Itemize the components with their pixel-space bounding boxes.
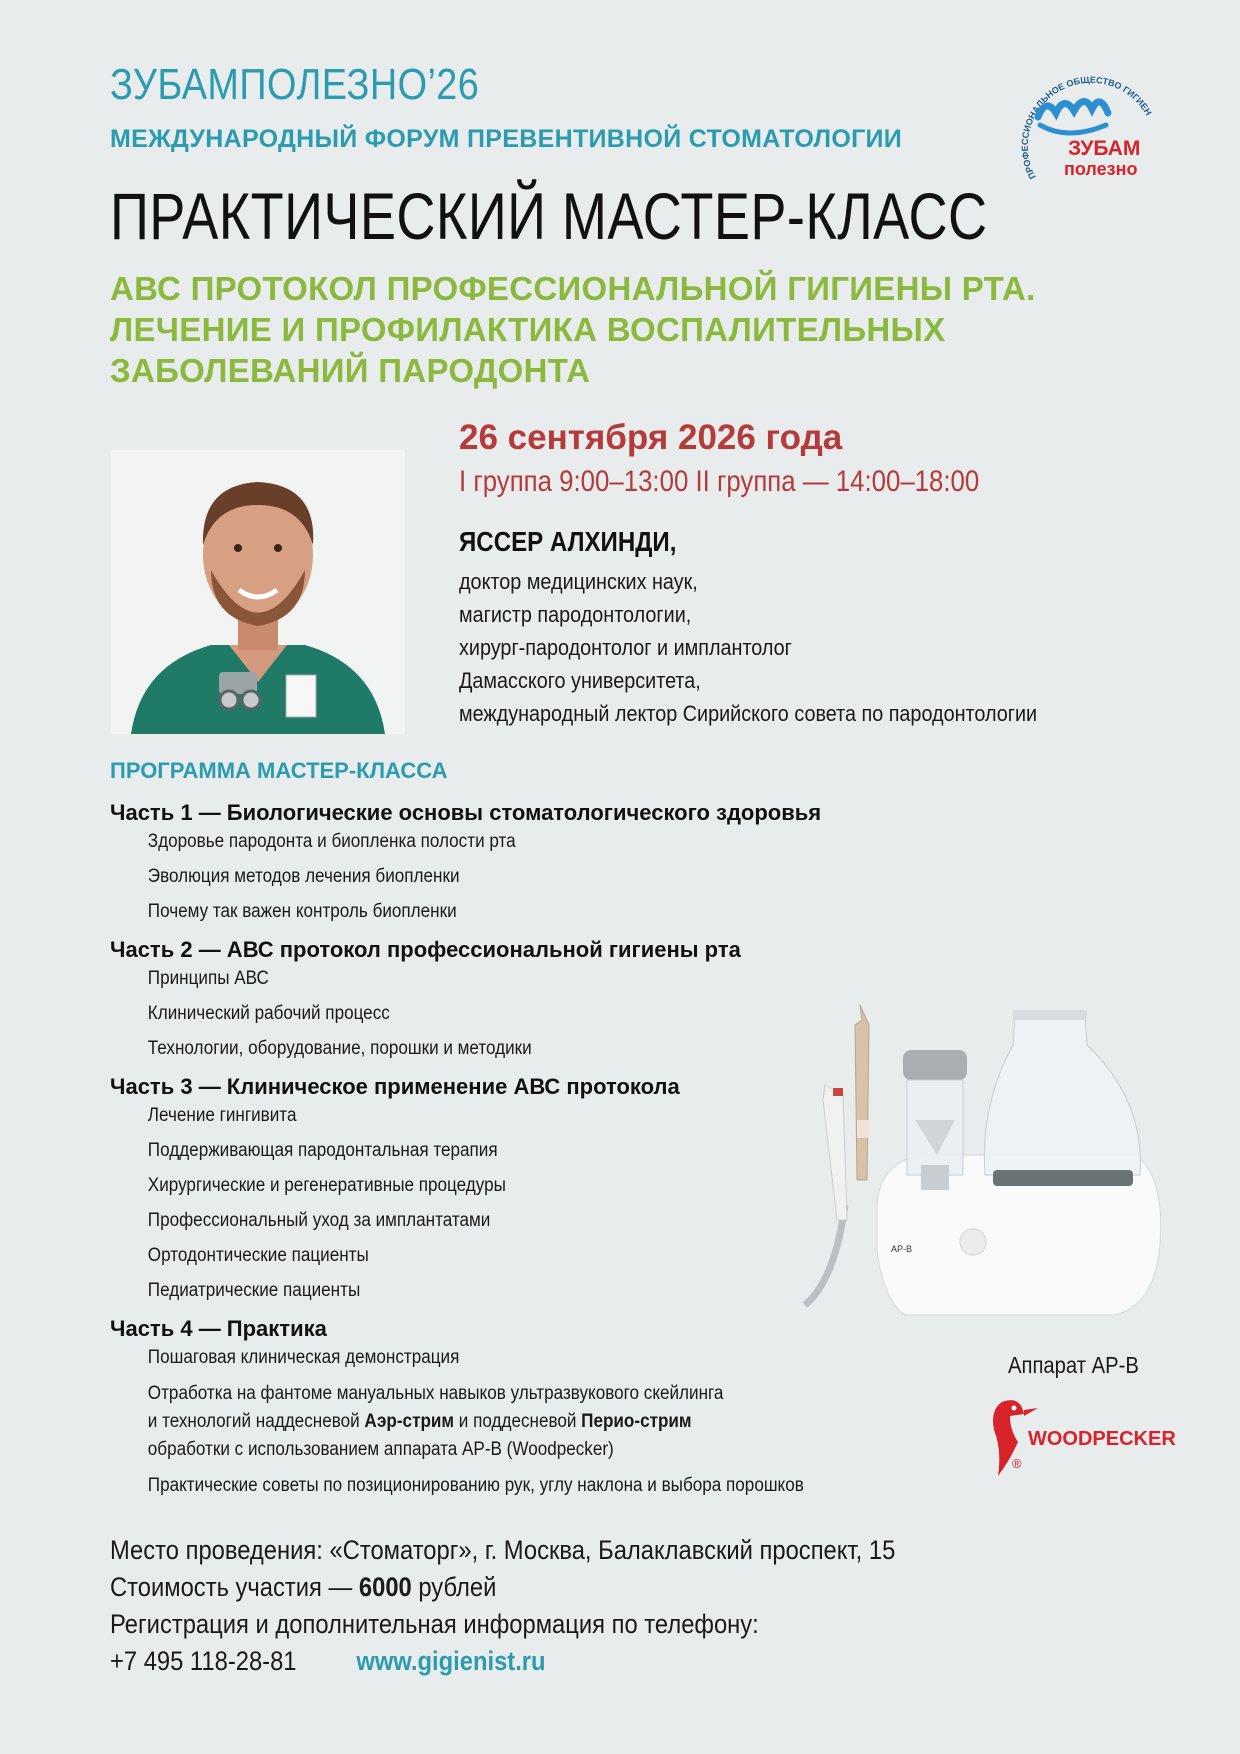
price-prefix: Стоимость участия — xyxy=(110,1572,359,1602)
program-item: Пошаговая клиническая демонстрация xyxy=(147,1347,460,1368)
teeth-cloud-icon xyxy=(1038,101,1108,133)
program-item-line: обработки с использованием аппарата АР-В (Woodpecker) xyxy=(147,1439,614,1460)
topic-line: ЛЕЧЕНИЕ И ПРОФИЛАКТИКА ВОСПАЛИТЕЛЬНЫХ xyxy=(110,311,946,348)
registration-text: Регистрация и дополнительная информация по телефону: xyxy=(110,1609,759,1639)
part-title: Часть 4 — Практика xyxy=(110,1316,327,1341)
footer-info xyxy=(110,1532,895,1680)
part-title: Часть 1 — Биологические основы стоматологического здоровья xyxy=(110,800,822,825)
air-stream-term: Аэр-стрим xyxy=(364,1411,455,1432)
device-label: AP-B xyxy=(891,1244,913,1254)
program-part xyxy=(110,1071,870,1304)
program-part xyxy=(110,797,870,925)
event-groups: I группа 9:00–13:00 II группа — 14:00–18:00 xyxy=(459,465,980,498)
price-value: 6000 xyxy=(358,1572,412,1602)
phone-number: +7 495 118-28-81 xyxy=(110,1646,297,1676)
logo-ring-text: ПРОФЕССИОНАЛЬНОЕ ОБЩЕСТВО ГИГИЕН xyxy=(1019,74,1154,181)
speaker-portrait-image xyxy=(111,450,405,734)
program-part xyxy=(110,934,870,1062)
event-date: 26 сентября 2026 года xyxy=(459,418,843,457)
program-item: Ортодонтические пациенты xyxy=(147,1245,369,1266)
contact-line xyxy=(110,1643,895,1680)
page-title: ПРАКТИЧЕСКИЙ МАСТЕР-КЛАСС xyxy=(110,179,988,253)
credential-line: международный лектор Сирийского совета по пародонтологии xyxy=(459,701,1038,726)
device-image xyxy=(785,990,1165,1350)
woodpecker-brand: WOODPECKER xyxy=(1028,1428,1176,1450)
topic-line: АВС ПРОТОКОЛ ПРОФЕССИОНАЛЬНОЙ ГИГИЕНЫ РТА. xyxy=(110,270,1036,307)
forum-name: ЗУБАМПОЛЕЗНО’26 xyxy=(110,60,480,109)
woodpecker-logo xyxy=(980,1390,1176,1485)
speaker-credentials xyxy=(459,565,1037,730)
program-item: Клинический рабочий процесс xyxy=(147,1003,390,1024)
program-item: Технологии, оборудование, порошки и методики xyxy=(147,1038,532,1059)
price-suffix: рублей xyxy=(411,1572,497,1602)
credential-line: магистр пародонтологии, xyxy=(459,602,692,627)
topic-line: ЗАБОЛЕВАНИЙ ПАРОДОНТА xyxy=(110,352,591,389)
program-item-line: Отработка на фантоме мануальных навыков ультразвукового скейлинга xyxy=(147,1383,724,1404)
part-title: Часть 3 — Клиническое применение АВС протокола xyxy=(110,1074,680,1099)
website-link[interactable]: www.gigienist.ru xyxy=(356,1646,546,1676)
program-item: Лечение гингивита xyxy=(147,1105,297,1126)
logo-line2: полезно xyxy=(1064,159,1138,179)
woodpecker-bird-icon xyxy=(980,1390,1176,1480)
speaker-name: ЯССЕР АЛХИНДИ, xyxy=(459,526,677,557)
logo-line1: ЗУБАМ xyxy=(1068,137,1141,160)
forum-subtitle: МЕЖДУНАРОДНЫЙ ФОРУМ ПРЕВЕНТИВНОЙ СТОМАТОЛОГИИ xyxy=(110,125,903,153)
program-item: Почему так важен контроль биопленки xyxy=(147,901,457,922)
program-item: Практические советы по позиционированию рук, углу наклона и выбора порошков xyxy=(147,1475,804,1496)
program-item: Педиатрические пациенты xyxy=(147,1280,361,1301)
program-item: Профессиональный уход за имплантатами xyxy=(147,1210,491,1231)
program-item: Здоровье пародонта и биопленка полости рта xyxy=(147,831,516,852)
text-fragment: и технологий наддесневой xyxy=(147,1411,365,1432)
perio-stream-term: Перио-стрим xyxy=(581,1411,692,1432)
program-list xyxy=(110,797,870,1508)
device-illustration xyxy=(785,990,1165,1350)
registered-mark: ® xyxy=(1012,1456,1022,1471)
credential-line: доктор медицинских наук, xyxy=(459,569,698,594)
credential-line: хирург-пародонтолог и имплантолог xyxy=(459,635,792,660)
program-item-line xyxy=(148,1408,794,1436)
venue-text: Место проведения: «Стоматорг», г. Москва, Балаклавский проспект, 15 xyxy=(110,1535,896,1565)
text-fragment: и поддесневой xyxy=(454,1411,582,1432)
part-title: Часть 2 — АВС протокол профессиональной гигиены рта xyxy=(110,937,741,962)
device-caption: Аппарат АР-В xyxy=(1008,1352,1139,1378)
price-line xyxy=(110,1569,895,1606)
speaker-photo xyxy=(111,450,405,734)
program-item-complex xyxy=(110,1380,794,1464)
program-item: Принципы АВС xyxy=(147,968,269,989)
program-title: ПРОГРАММА МАСТЕР-КЛАССА xyxy=(110,758,448,783)
topic-heading xyxy=(110,268,1036,391)
program-item: Поддерживающая пародонтальная терапия xyxy=(147,1140,498,1161)
credential-line: Дамасского университета, xyxy=(459,668,701,693)
program-item: Хирургические и регенеративные процедуры xyxy=(147,1175,506,1196)
program-part xyxy=(110,1313,870,1499)
society-logo-graphic xyxy=(1008,67,1158,192)
society-logo xyxy=(1008,67,1158,192)
program-item: Эволюция методов лечения биопленки xyxy=(147,866,460,887)
